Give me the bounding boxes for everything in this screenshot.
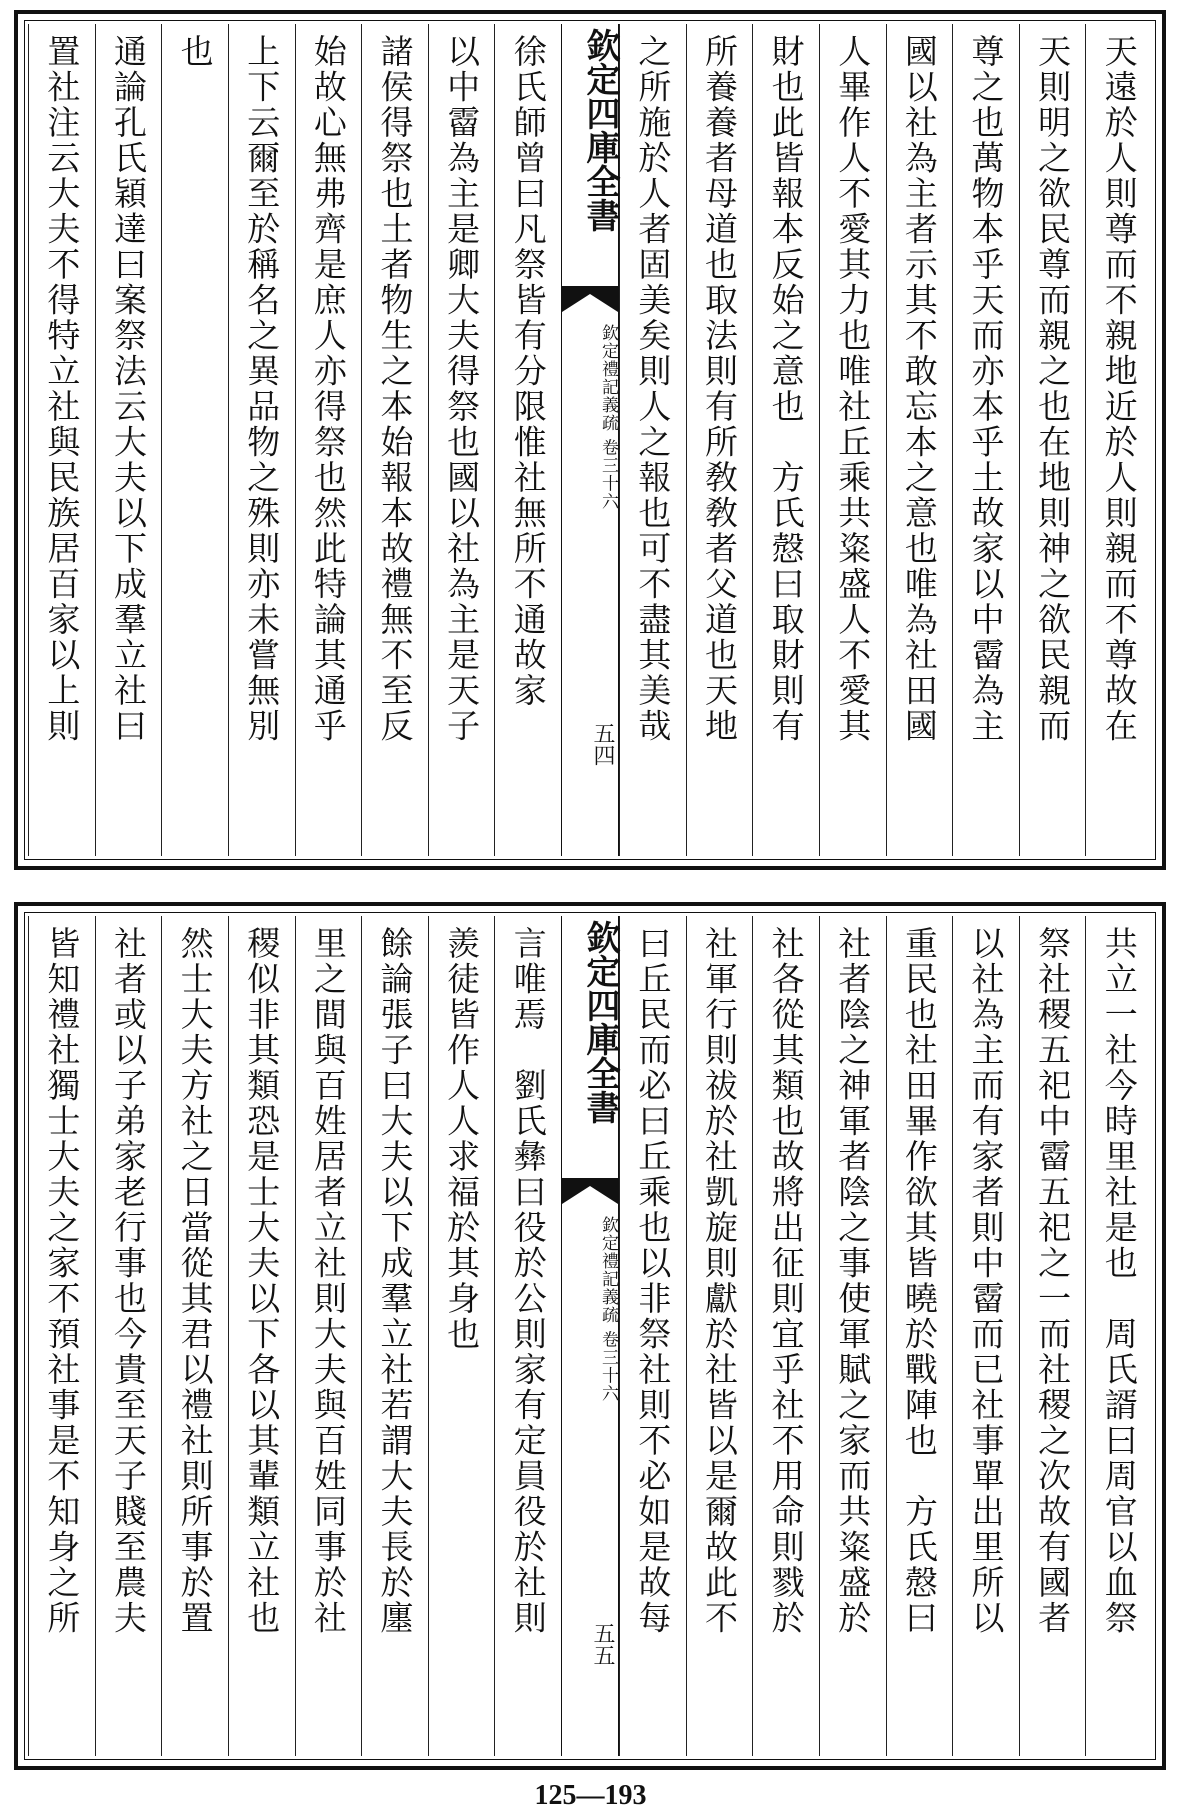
text-column: 始故心無弗齊是庶人亦得祭也然此特論其通乎	[295, 24, 362, 856]
volume-label: 欽定禮記義疏 卷三十六	[598, 1216, 618, 1403]
text-column: 羨徒皆作人人求福於其身也	[428, 916, 495, 1756]
book-title: 欽定四庫全書	[580, 920, 620, 1124]
fishtail-mark-icon	[562, 286, 618, 312]
center-fold-column	[561, 24, 619, 856]
lower-page-body	[28, 916, 1152, 1756]
text-column: 祭社稷五祀中霤五祀之一而社稷之次故有國者	[1019, 916, 1086, 1756]
text-column: 社軍行則祓於社凱旋則獻於社皆以是爾故此不	[686, 916, 753, 1756]
lower-left-half	[28, 916, 561, 1756]
upper-left-half	[28, 24, 561, 856]
text-column: 之所施於人者固美矣則人之報也可不盡其美哉	[619, 24, 686, 856]
text-column: 天則明之欲民尊而親之也在地則神之欲民親而	[1019, 24, 1086, 856]
fishtail-mark-icon	[562, 1178, 618, 1204]
text-column: 諸侯得祭也土者物生之本始報本故禮無不至反	[361, 24, 428, 856]
text-column: 共立一社今時里社是也 周氏諝曰周官以血祭	[1085, 916, 1152, 1756]
text-column: 皆知禮社獨士大夫之家不預社事是不知身之所	[28, 916, 95, 1756]
text-column: 稷似非其類恐是士大夫以下各以其輩類立社也	[228, 916, 295, 1756]
text-column: 餘論張子曰大夫以下成羣立社若謂大夫長於廛	[361, 916, 428, 1756]
upper-page-body	[28, 24, 1152, 856]
center-fold-column	[561, 916, 619, 1756]
text-column: 言唯焉 劉氏彝曰役於公則家有定員役於社則	[494, 916, 561, 1756]
text-column: 天遠於人則尊而不親地近於人則親而不尊故在	[1085, 24, 1152, 856]
scan-page-code: 125—193	[534, 1780, 647, 1811]
book-title: 欽定四庫全書	[580, 28, 620, 232]
text-column: 以社為主而有家者則中霤而已社事單出里所以	[952, 916, 1019, 1756]
text-column: 置社注云大夫不得特立社與民族居百家以上則	[28, 24, 95, 856]
upper-page-frame	[14, 10, 1166, 870]
lower-page-frame	[14, 902, 1166, 1770]
text-column: 尊之也萬物本乎天而亦本乎土故家以中霤為主	[952, 24, 1019, 856]
text-column: 然士大夫方社之日當從其君以禮社則所事於置	[161, 916, 228, 1756]
text-column: 社各從其類也故將出征則宜乎社不用命則戮於	[752, 916, 819, 1756]
text-column: 人畢作人不愛其力也唯社丘乘共粢盛人不愛其	[819, 24, 886, 856]
text-column: 重民也社田畢作欲其皆曉於戰陣也 方氏慤曰	[886, 916, 953, 1756]
text-column: 所養養者母道也取法則有所敎敎者父道也天地	[686, 24, 753, 856]
text-column: 上下云爾至於稱名之異品物之殊則亦未嘗無別	[228, 24, 295, 856]
text-column: 社者或以子弟家老行事也今貴至天子賤至農夫	[95, 916, 162, 1756]
text-column: 徐氏師曾曰凡祭皆有分限惟社無所不通故家	[494, 24, 561, 856]
text-column: 通論孔氏穎達曰案祭法云大夫以下成羣立社曰	[95, 24, 162, 856]
page-number: 五四	[590, 722, 615, 766]
text-column: 社者陰之神軍者陰之事使軍賦之家而共粢盛於	[819, 916, 886, 1756]
upper-right-half	[619, 24, 1152, 856]
text-column: 以中霤為主是卿大夫得祭也國以社為主是天子	[428, 24, 495, 856]
volume-label: 欽定禮記義疏 卷三十六	[598, 324, 618, 511]
text-column: 財也此皆報本反始之意也 方氏慤曰取財則有	[752, 24, 819, 856]
text-column: 里之間與百姓居者立社則大夫與百姓同事於社	[295, 916, 362, 1756]
text-column: 曰丘民而必曰丘乘也以非祭社則不必如是故每	[619, 916, 686, 1756]
page-number: 五五	[590, 1622, 615, 1666]
text-column: 國以社為主者示其不敢忘本之意也唯為社田國	[886, 24, 953, 856]
text-column: 也	[161, 24, 228, 856]
lower-right-half	[619, 916, 1152, 1756]
